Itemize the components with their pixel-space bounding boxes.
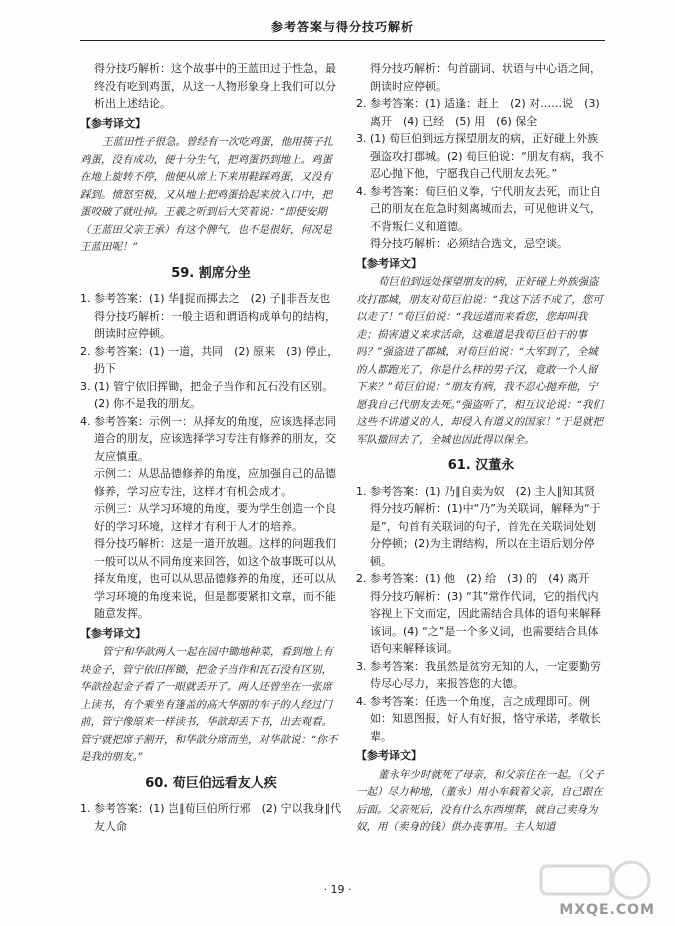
tip-r4: 得分技巧解析：必须结合选文，忌空谈。: [370, 237, 568, 250]
section-title-59: 59. 割席分坐: [171, 265, 251, 281]
translation-text-r: 荀巨伯到远处探望朋友的病，正好碰上外族强盗攻打郡城，朋友对荀巨伯说：“我这下活不成了，您可以走了！”荀巨伯说：“我远道而来看您，您却叫我走；损害道义来求活命，这难道是我荀巨伯干的事吗？”强盗进了郡城，对荀巨伯说：“大军到了，全城的人都跑光了，你是什么样的男子汉，竟敢一个人留下来？”荀巨伯说：“朋友有病，我不忍心抛弃他，宁愿我自己代朋友去死。”强盗听了，相互议论说：“我们这些不讲道义的人，却侵入有道义的国家！”于是就把军队撤回去了，全城也因此得以保全。: [356, 276, 603, 446]
section-title-61: 61. 汉董永: [447, 458, 515, 473]
answer-2: 2. 参考答案：(1) 一道，共同 (2) 原来 (3) 停止，扔下: [80, 344, 339, 375]
header-rule: [80, 40, 605, 41]
answer-61-2: 2. 参考答案：(1) 他 (2) 给 (3) 的 (4) 离开: [356, 572, 590, 585]
answer-r3: 3. (1) 荀巨伯到远方探望朋友的病，正好碰上外族强盗攻打郡城。(2) 荀巨伯说：“朋友有病，我不忍心抛下他，宁愿我自己代朋友去死。”: [356, 132, 604, 180]
answer-4a: 4. 参考答案：示例一：从择友的角度，应该选择志同道合的朋友，应该选择学习专注有修养的朋友，交友应慎重。: [80, 414, 336, 463]
answer-61-2-tip: 得分技巧解析：(3) “其”常作代词，它的指代内容视上下文而定，因此需结合具体的语句来解释该词。(4) “之”是一个多义词，也需要结合具体语句来解释该词。: [370, 589, 601, 655]
answer-1-tip: 得分技巧解析：一般主语和谓语构成单句的结构，朗读时应停顿。: [94, 309, 336, 340]
answer-4-tip: 得分技巧解析：这是一道开放题。这样的问题我们一般可以从不同角度来回答，如这个故事既可以从择友角度，也可以从思品德修养的角度，还可以从学习环境的角度来说，但是都要紧扣文章，而不能随意发挥。: [94, 537, 336, 620]
answer-61-1: 1. 参考答案：(1) 乃∥自卖为奴 (2) 主人∥知其贤: [356, 484, 596, 498]
answer-4b: 示例二：从思品德修养的角度，应加强自己的品德修养，学习应专注，这样才有机会成才。: [94, 467, 336, 498]
answer-61-4: 4. 参考答案：任选一个角度，言之成理即可。例如：知恩图报，好人有好报，恪守承诺，孝敬长辈。: [356, 694, 601, 743]
translation-tag-r: 【参考译文】: [356, 256, 422, 270]
answer-61-1-tip: 得分技巧解析：(1)中“乃”为关联词，解释为“于是”，句首有关联词的句子，首先在关联词处划分停顿；(2)为主谓结构，所以在主语后划分停顿。: [370, 502, 601, 568]
page-header: 参考答案与得分技巧解析: [270, 20, 414, 34]
answer-1: 1. 参考答案：(1) 华∥捉而掷去之 (2) 子∥非吾友也: [80, 292, 331, 305]
section-title-60: 60. 荀巨伯远看友人疾: [145, 775, 277, 791]
answer-4c: 示例三：从学习环境的角度，要为学生创造一个良好的学习环境，这样才有利于人才的培养。: [94, 502, 336, 533]
page-number: · 19 ·: [323, 883, 352, 896]
translation-tag-2: 【参考译文】: [80, 626, 146, 640]
right-column: [356, 60, 606, 837]
tip-1: 得分技巧解析：句首副词、状语与中心语之间，朗读时应停顿。: [370, 62, 601, 93]
answer-60-1: 1. 参考答案：(1) 岂∥荀巨伯所行邪 (2) 宁以我身∥代友人命: [80, 802, 342, 833]
translation-text-r2: 董永年少时就死了母亲，和父亲住在一起。（父子一起）尽力种地，（董永）用小车载着父亲，自己跟在后面。父亲死后，没有什么东西埋葬，就自己卖身为奴，用（卖身的钱）供办丧事用。主人知道: [356, 768, 604, 833]
intro-tip: 得分技巧解析：这个故事中的王蓝田过于性急，最终没有吃到鸡蛋，从这一人物形象身上我们可以分析出上述结论。: [94, 62, 336, 110]
answer-r4: 4. 参考答案：荀巨伯义拳，宁代朋友去死，而让自己的朋友在危急时刻离城而去，可见他讲义气，不背叛仁义和道德。: [356, 184, 601, 233]
translation-tag-r2: 【参考译文】: [356, 749, 422, 762]
translation-tag: 【参考译文】: [80, 116, 146, 130]
answer-r2: 2. 参考答案：(1) 适逢：赶上 (2) 对……说 (3) 离开 (4) 已经 (5) 用 (6) 保全: [356, 97, 600, 128]
answer-61-3: 3. 参考答案：我虽然是贫穷无知的人，一定要勤劳侍尽心尽力，来报答您的大德。: [356, 659, 601, 690]
translation-text-2: 管宁和华歆两人一起在园中锄地种菜，看到地上有块金子，管宁依旧挥锄，把金子当作和瓦石没有区别，华歆捡起金子看了一眼就丢开了。两人还曾坐在一张席上读书，有个乘坐有篷盖的高大华丽的车子的人经过门前，管宁像原来一样读书，华歆却丢下书，出去观看。管宁就把席子割开，和华歆分席而坐，对华歆说：“你不是我的朋友。”: [80, 646, 338, 763]
answer-3: 3. (1) 管宁依旧挥锄，把金子当作和瓦石没有区别。 (2) 你不是我的朋友。: [80, 379, 339, 410]
watermark-text: MXQE.COM: [559, 902, 655, 918]
translation-text: 王蓝田性子很急。曾经有一次吃鸡蛋，他用筷子扎鸡蛋，没有成功，便十分生气，把鸡蛋扔到地上。鸡蛋在地上旋转不停，他便从席上下来用鞋踩鸡蛋，又没有踩到。愤怒至极，又从地上把鸡蛋拾起来放入口中，把蛋咬破了就吐掉。王羲之听到后大笑着说：“即使安期（王蓝田父亲王承）有这个脾气，也不是很好，何况是王蓝田呢！”: [80, 136, 333, 253]
left-column: [80, 60, 342, 835]
